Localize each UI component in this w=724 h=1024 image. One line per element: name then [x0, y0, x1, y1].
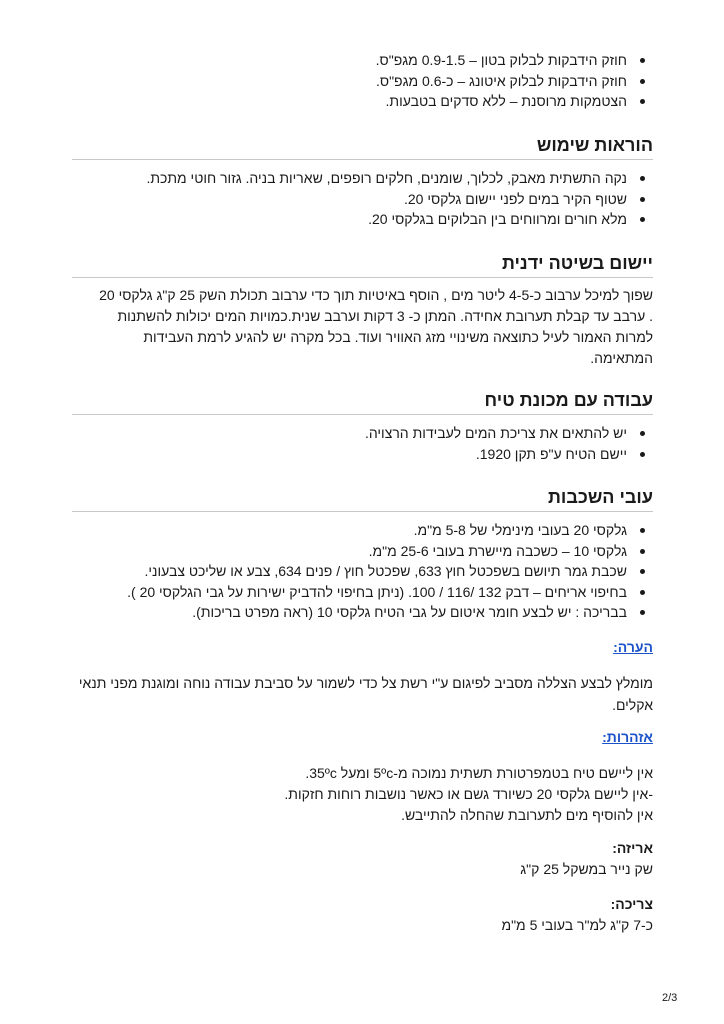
layers-heading: עובי השכבות: [547, 487, 653, 507]
list-item: הצטמקות מרוסנת – ללא סדקים בטבעות.: [72, 91, 653, 112]
list-item: גלקסי 20 בעובי מינימלי של 5-8 מ"מ.: [72, 520, 653, 541]
packaging-text: שק נייר במשקל 25 ק"ג: [520, 861, 653, 877]
page-number: 2/3: [662, 992, 678, 1004]
list-item: שטוף הקיר במים לפני יישום גלקסי 20.: [72, 189, 653, 210]
note-heading[interactable]: הערה:: [613, 639, 653, 655]
consumption-label: צריכה:: [610, 896, 653, 912]
list-item: חוזק הידבקות לבלוק בטון – 0.9-1.5 מגפ"ס.: [72, 50, 653, 71]
consumption-text: כ-7 ק"ג למ"ר בעובי 5 מ"מ: [501, 917, 653, 933]
paragraph-line: אקלים.: [612, 696, 653, 713]
list-item: גלקסי 10 – כשכבה מיישרת בעובי 25-6 מ"מ.: [72, 541, 653, 562]
layers-list: [72, 520, 653, 623]
paragraph-line: . ערבב עד קבלת תערובת אחידה. המתן כ- 3 דקות וערבב שנית.כמויות המים יכולות להשתנות: [117, 308, 653, 324]
properties-list: [72, 50, 653, 112]
list-item: יש להתאים את צריכת המים לעבידות הרצויה.: [72, 423, 653, 444]
packaging-label: אריזה:: [612, 840, 653, 856]
machine-list: [72, 423, 653, 464]
usage-divider: [72, 159, 653, 160]
machine-heading: עבודה עם מכונת טיח: [484, 390, 653, 410]
paragraph-line: המתאימה.: [590, 350, 653, 366]
list-item: נקה התשתית מאבק, לכלוך, שומנים, חלקים רופפים, שאריות בניה. גזור חוטי מתכת.: [72, 168, 653, 189]
machine-divider: [72, 414, 653, 415]
note-paragraph: [72, 673, 653, 716]
list-item: מלא חורים ומרווחים בין הבלוקים בגלקסי 20.: [72, 209, 653, 230]
paragraph-line: שפוך למיכל ערבוב כ-4-5 ליטר מים , הוסף באיטיות תוך כדי ערבוב תכולת השק 25 ק"ג גלקסי 20: [99, 287, 653, 303]
warnings-paragraph: [72, 763, 653, 826]
manual-divider: [72, 277, 653, 278]
list-item: חוזק הידבקות לבלוק איטונג – כ-0.6 מגפ"ס.: [72, 71, 653, 92]
paragraph-line: אין ליישם טיח בטמפרטורת תשתית נמוכה מ-5ºc ומעל 35ºc.: [305, 765, 653, 781]
list-item: בחיפוי אריחים – דבק 132 /116 / 100. (ניתן בחיפוי להדביק ישירות על גבי הגלקסי 20 ).: [72, 582, 653, 603]
list-item: בבריכה : יש לבצע חומר איטום על גבי הטיח גלקסי 10 (ראה מפרט בריכות).: [72, 602, 653, 623]
paragraph-line: מומלץ לבצע הצללה מסביב לפיגום ע"י רשת צל כדי לשמור על סביבת עבודה נוחה ומוגנת מפני תנאי: [78, 675, 653, 691]
layers-divider: [72, 511, 653, 512]
paragraph-line: -אין ליישם גלקסי 20 כשיורד גשם או כאשר נושבות רוחות חזקות.: [284, 786, 653, 802]
paragraph-line: אין להוסיף מים לתערובת שהחלה להתייבש.: [401, 807, 653, 823]
manual-paragraph: [72, 285, 653, 369]
warnings-heading[interactable]: אזהרות:: [602, 729, 653, 745]
usage-list: [72, 168, 653, 230]
list-item: שכבת גמר תיושם בשפכטל חוץ 633, שפכטל חוץ / פנים 634, צבע או שליכט צבעוני.: [72, 561, 653, 582]
list-item: יישם הטיח ע"פ תקן 1920.: [72, 444, 653, 465]
usage-heading: הוראות שימוש: [536, 135, 653, 155]
manual-heading: יישום בשיטה ידנית: [501, 253, 653, 273]
paragraph-line: למרות האמור לעיל כתוצאה משינויי מזג האוויר ועוד. בכל מקרה יש להגיע לרמת העבידות: [143, 329, 653, 345]
